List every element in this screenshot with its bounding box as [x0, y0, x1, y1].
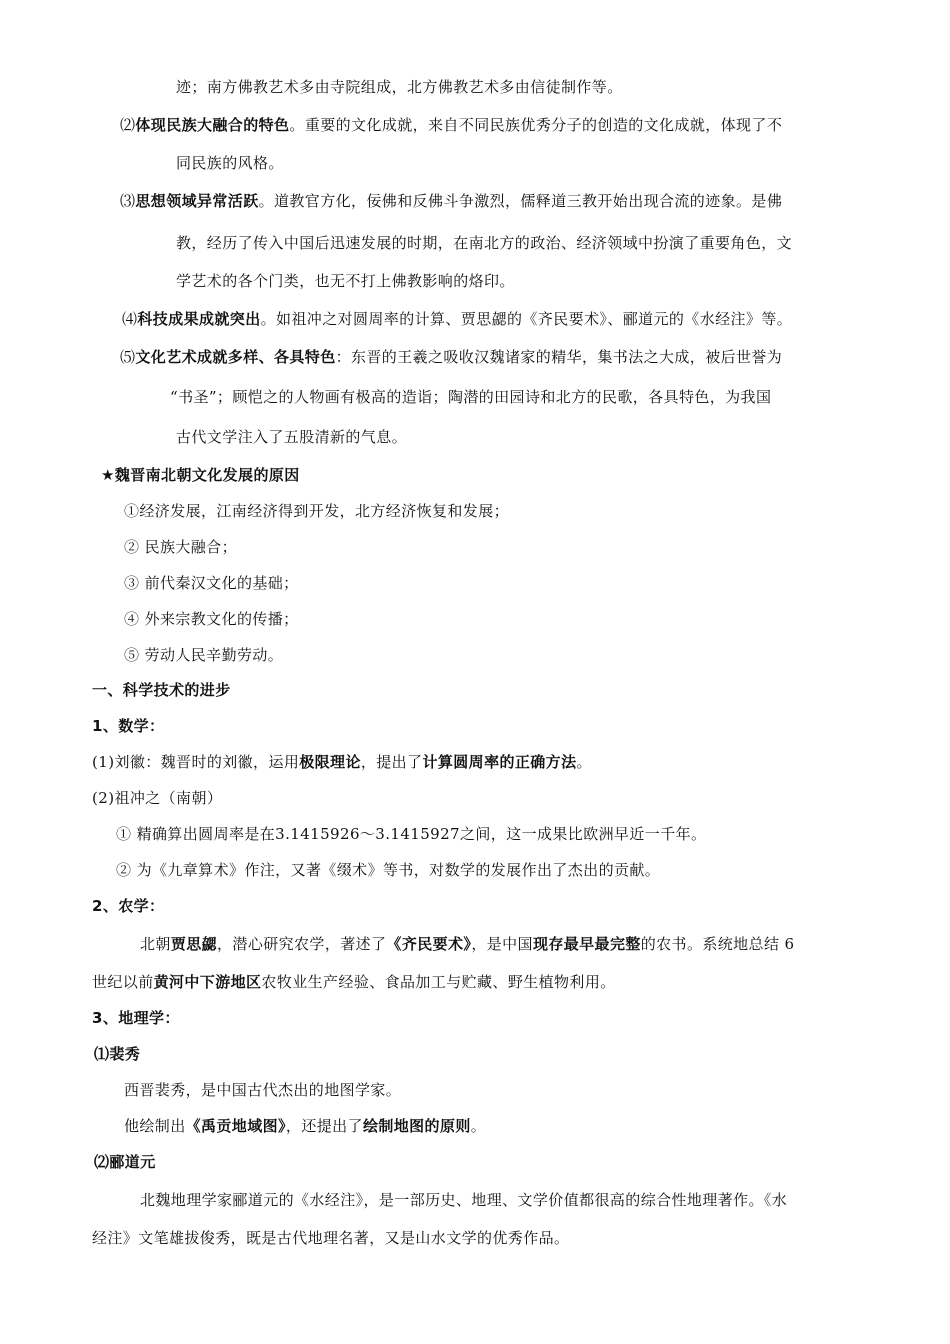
- subheading-agriculture: 2、农学：: [92, 897, 165, 915]
- subheading-lidaoyuan: ⑵郦道元: [94, 1153, 156, 1171]
- list-item-3: ⑶思想领域异常活跃。道教官方化，佞佛和反佛斗争激烈，儒释道三教开始出现合流的迹象。是佛: [120, 192, 783, 210]
- section-heading: ★魏晋南北朝文化发展的原因: [101, 466, 300, 484]
- text-line: “书圣”；顾恺之的人物画有极高的造诣；陶潜的田园诗和北方的民歌，各具特色，为我国: [170, 388, 772, 406]
- text-line: ② 为《九章算术》作注，又著《缀术》等书，对数学的发展作出了杰出的贡献。: [116, 861, 661, 879]
- text-line: ① 精确算出圆周率是在3.1415926～3.1415927之间，这一成果比欧洲早近一千年。: [116, 825, 707, 843]
- reason-item: ④ 外来宗教文化的传播；: [124, 610, 299, 628]
- reason-item: ⑤ 劳动人民辛勤劳动。: [124, 646, 284, 664]
- text-line: 同民族的风格。: [176, 154, 284, 172]
- list-item-5: ⑸文化艺术成就多样、各具特色：东晋的王羲之吸收汉魏诸家的精华，集书法之大成，被后世誉为: [120, 348, 783, 366]
- text-line: (2)祖冲之（南朝）: [92, 789, 223, 807]
- reason-item: ③ 前代秦汉文化的基础；: [124, 574, 299, 592]
- text-line: 世纪以前黄河中下游地区农牧业生产经验、食品加工与贮藏、野生植物利用。: [92, 973, 616, 991]
- list-item-2: ⑵体现民族大融合的特色。重要的文化成就，来自不同民族优秀分子的创造的文化成就，体现了不: [120, 116, 783, 134]
- text-line: 北魏地理学家郦道元的《水经注》，是一部历史、地理、文学价值都很高的综合性地理著作。《水: [140, 1191, 788, 1209]
- list-item-4: ⑷科技成果成就突出。如祖冲之对圆周率的计算、贾思勰的《齐民要术》、郦道元的《水经注》等。: [122, 310, 793, 328]
- reason-item: ② 民族大融合；: [124, 538, 237, 556]
- text-line: 西晋裴秀，是中国古代杰出的地图学家。: [124, 1081, 402, 1099]
- text-line: 经注》文笔雄拔俊秀，既是古代地理名著，又是山水文学的优秀作品。: [92, 1229, 570, 1247]
- text-line: 古代文学注入了五股清新的气息。: [176, 428, 408, 446]
- text-line: 他绘制出《禹贡地域图》，还提出了绘制地图的原则。: [124, 1117, 487, 1135]
- text-line: 北朝贾思勰，潜心研究农学，著述了《齐民要术》，是中国现存最早最完整的农书。系统地总结 6: [140, 935, 795, 953]
- text-line: 迹；南方佛教艺术多由寺院组成，北方佛教艺术多由信徒制作等。: [176, 78, 623, 96]
- subheading-geography: 3、地理学：: [92, 1009, 180, 1027]
- subheading-peixiu: ⑴裴秀: [94, 1045, 141, 1063]
- subheading-math: 1、数学：: [92, 717, 165, 735]
- text-line: (1)刘徽：魏晋时的刘徽，运用极限理论，提出了计算圆周率的正确方法。: [92, 753, 592, 771]
- text-line: 学艺术的各个门类，也无不打上佛教影响的烙印。: [176, 272, 515, 290]
- text-line: 教，经历了传入中国后迅速发展的时期，在南北方的政治、经济领域中扮演了重要角色，文: [176, 234, 793, 252]
- chapter-heading: 一、科学技术的进步: [92, 681, 231, 699]
- reason-item: ①经济发展，江南经济得到开发，北方经济恢复和发展；: [124, 502, 510, 520]
